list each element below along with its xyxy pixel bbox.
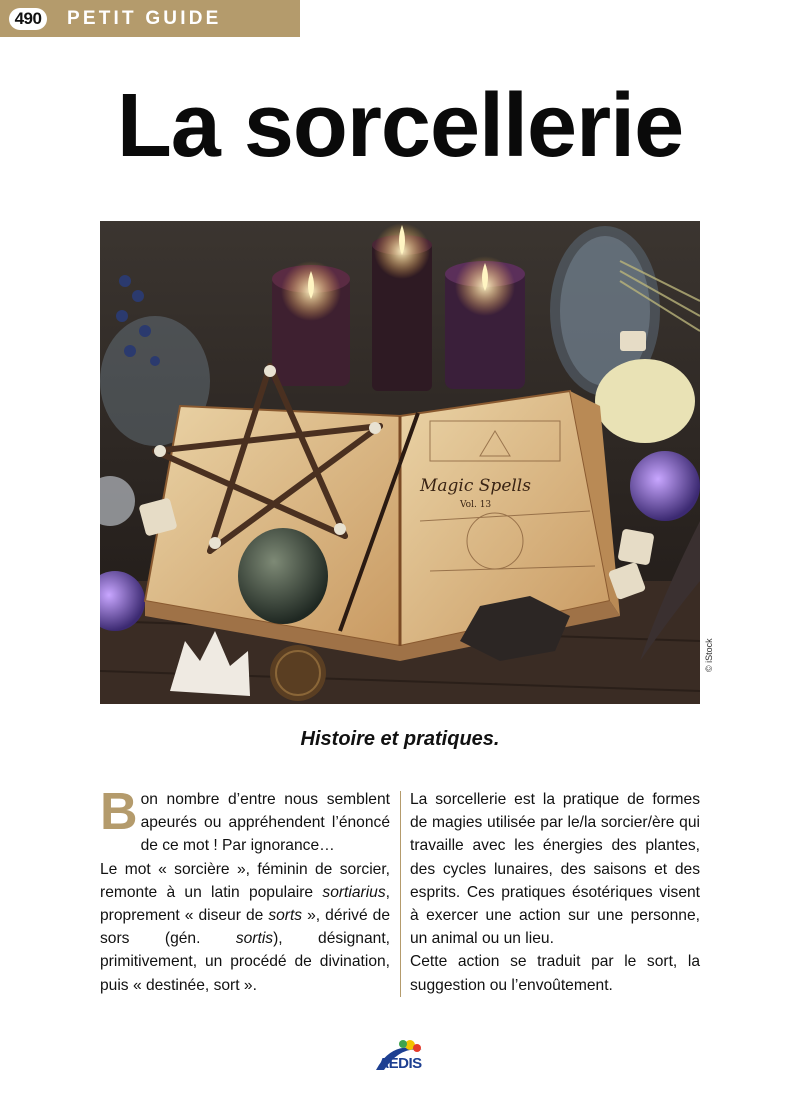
subtitle: Histoire et pratiques. xyxy=(300,728,500,750)
book-title-text: Magic Spells xyxy=(420,476,531,496)
page-title: La sorcellerie xyxy=(116,76,684,176)
cover-image xyxy=(100,221,700,704)
body-paragraph-2: Cette action se traduit par le sort, la suggestion ou l’envoûtement. xyxy=(410,953,700,994)
photo-credit: © iStock xyxy=(704,638,714,672)
book-volume-text: Vol. 13 xyxy=(460,500,492,510)
column-divider xyxy=(400,791,401,997)
publisher-logo xyxy=(370,1036,430,1072)
series-name: PETIT GUIDE xyxy=(67,7,222,29)
intro-paragraph-1: on nombre d’entre nous semblent apeurés ou appréhendent l’énoncé de ce mot ! Par ignorance… xyxy=(140,791,390,855)
publisher-name: AEDIS xyxy=(378,1055,422,1072)
issue-number-badge: 490 xyxy=(9,8,47,30)
witchcraft-still-life-illustration xyxy=(100,221,700,704)
drop-cap: B xyxy=(100,783,138,841)
intro-paragraph-2: Le mot « sorcière », féminin de sorcier, remonte à un latin populaire sortiarius, proprement « diseur de sorts », dérivé de sors (gén. sortis), désignant, primitivement, un procédé de divination, puis « destinée, sort ». xyxy=(100,860,390,994)
header-band xyxy=(0,0,300,37)
body-paragraph-1: La sorcellerie est la pratique de formes de magies utilisée par le/la sorcier/ère qui travaille avec les énergies des plantes, des cycles lunaires, des saisons et des esprits. Ces pratiques ésotériques visent à exercer une action sur une personne, un animal ou un lieu. xyxy=(410,791,700,948)
intro-column xyxy=(100,783,390,997)
body-column xyxy=(410,788,700,997)
